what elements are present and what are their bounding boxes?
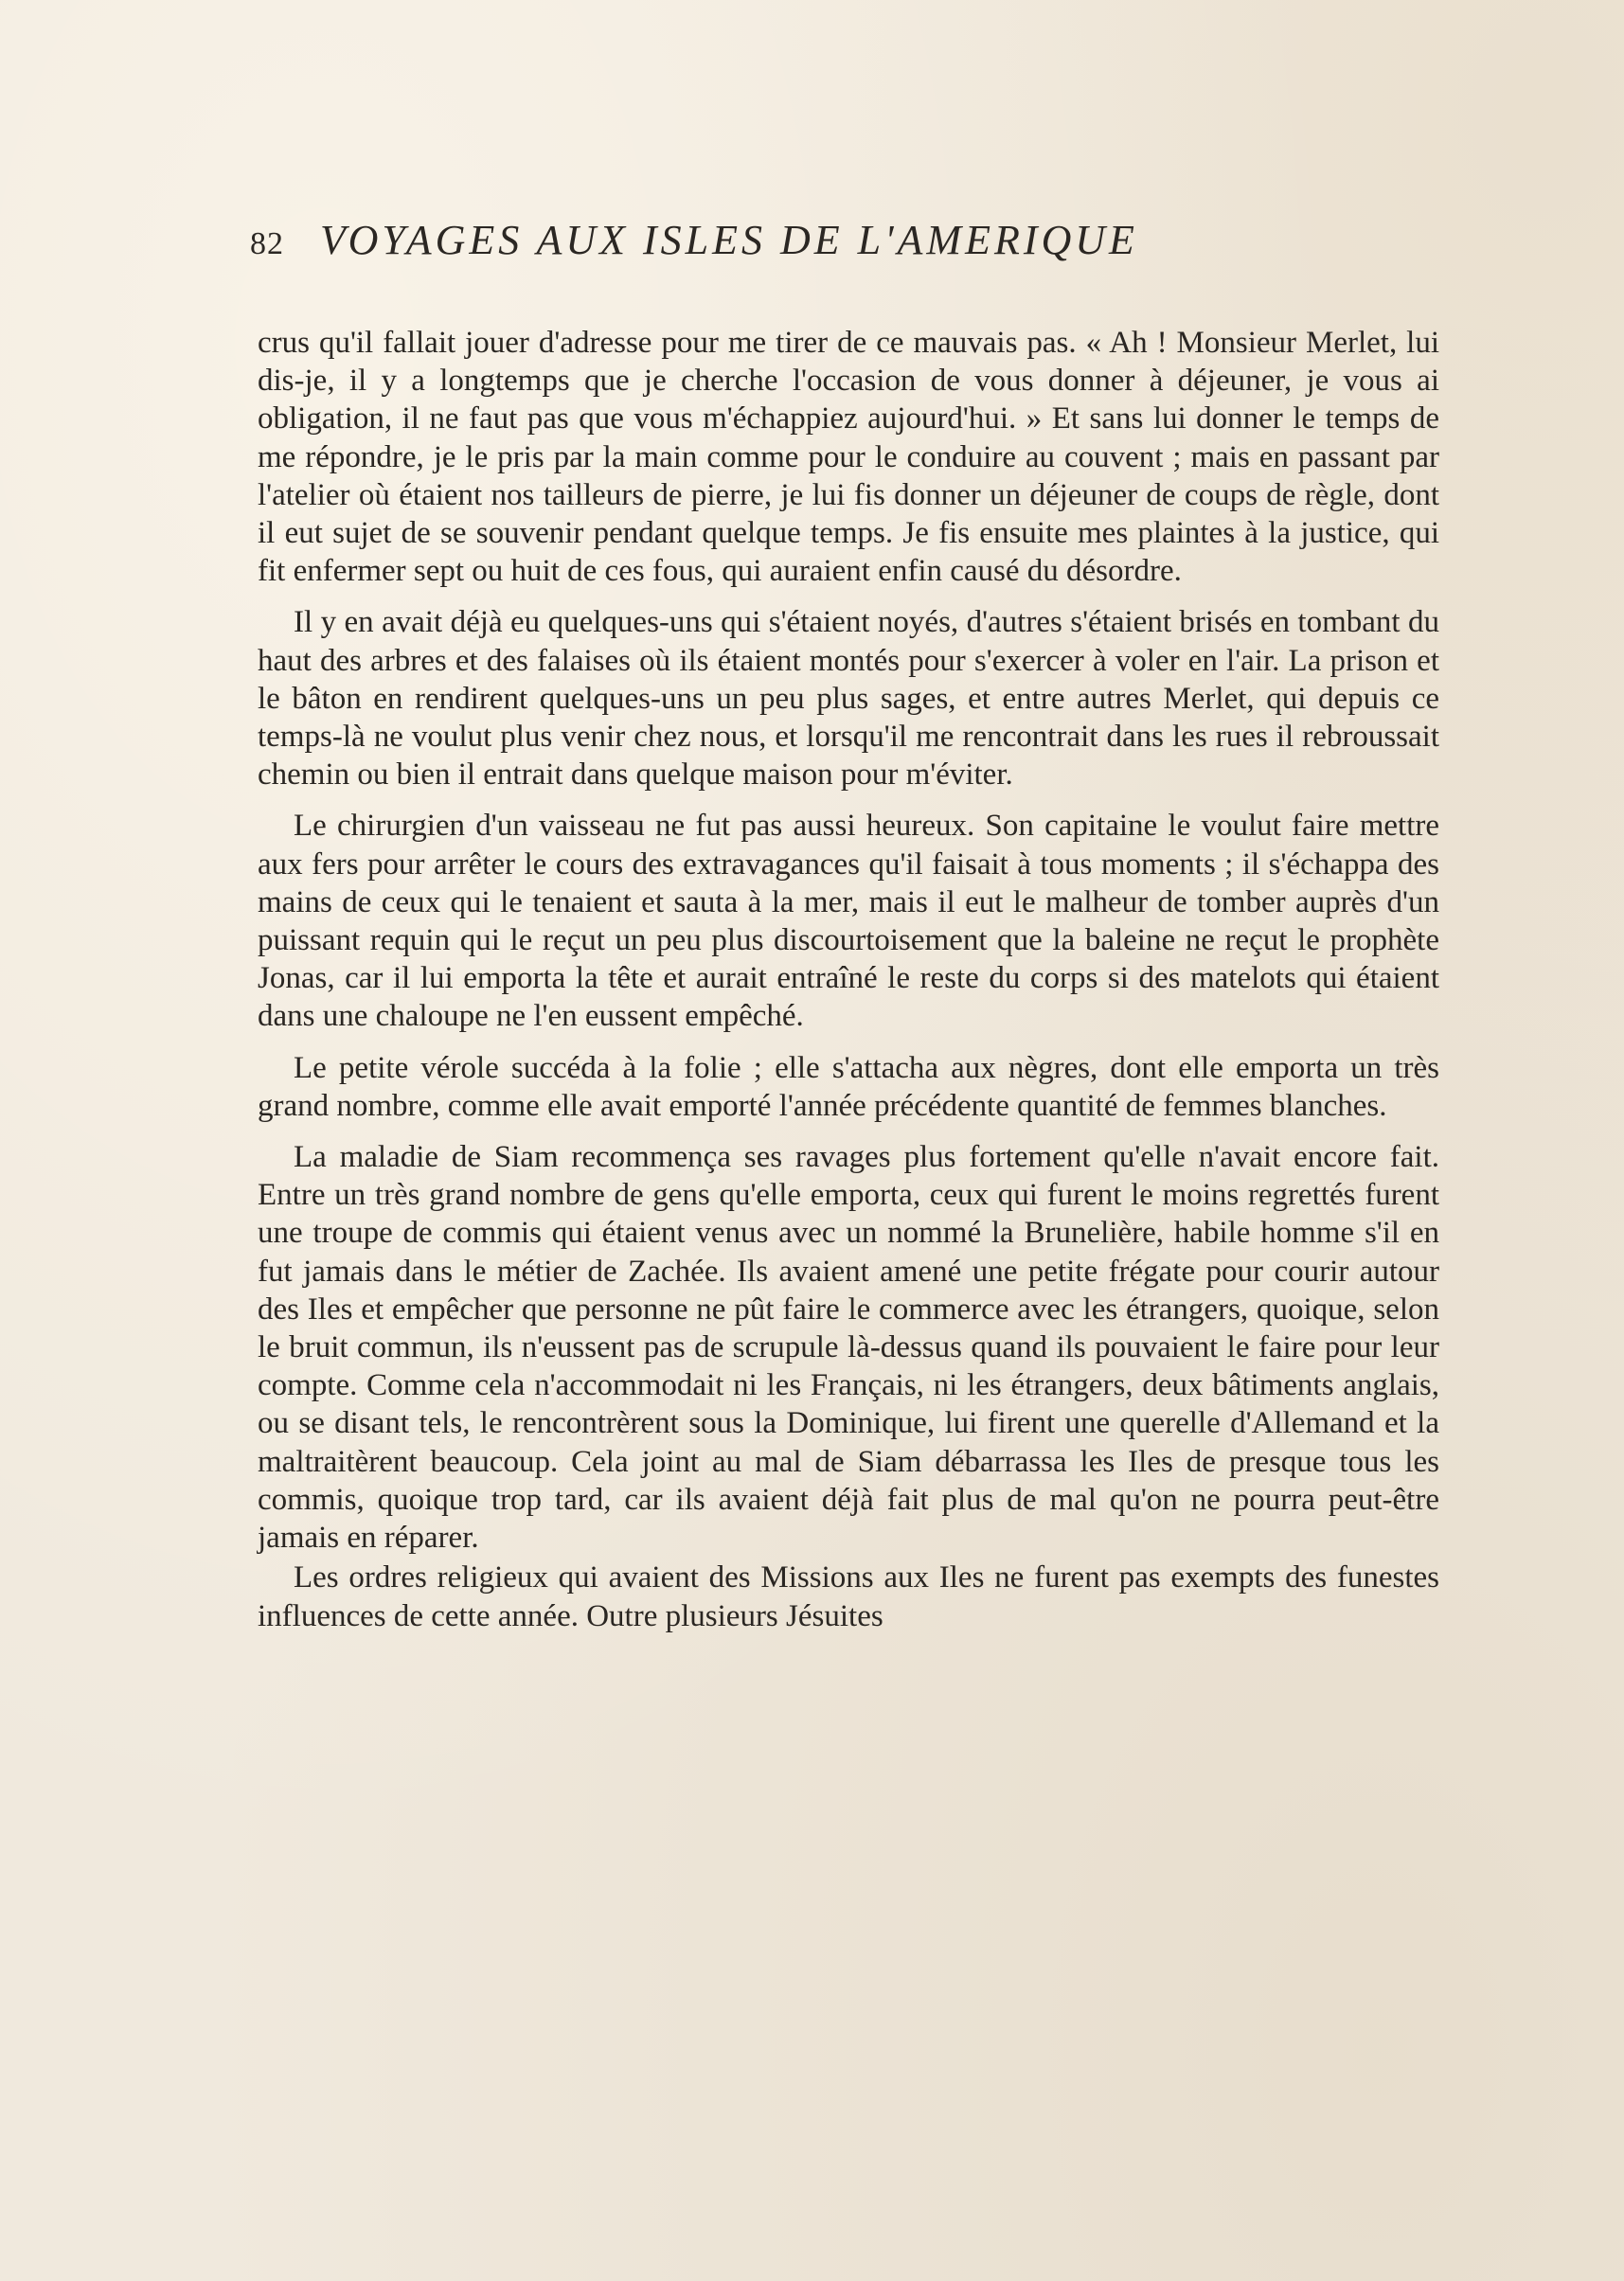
paragraph-2: Il y en avait déjà eu quelques-uns qui s'étaient noyés, d'autres s'étaient brisés en tombant du haut des arbres et des falaises où ils étaient montés pour s'exercer à voler en l'air. La prison et le bâton en rendirent quelques-uns un peu plus sages, et entre autres Merlet, qui depuis ce temps-là ne voulut plus venir chez nous, et lorsqu'il me rencontrait dans les rues il rebroussait chemin ou bien il entrait dans quelque maison pour m'éviter. (258, 605, 1439, 793)
paragraph-1: crus qu'il fallait jouer d'adresse pour me tirer de ce mauvais pas. « Ah ! Monsieur Merlet, lui dis-je, il y a longtemps que je cherche l'occasion de vous donner à déjeuner, je vous ai obligation, il ne faut pas que vous m'échappiez aujourd'hui. » Et sans lui donner le temps de me répondre, je le pris par la main comme pour le conduire au couvent ; mais en passant par l'atelier où étaient nos tailleurs de pierre, je lui fis donner un déjeuner de coups de règle, dont il eut sujet de se souvenir pendant quelque temps. Je fis ensuite mes plaintes à la justice, qui fit enfermer sept ou huit de ces fous, qui auraient enfin causé du désordre. (258, 326, 1439, 589)
running-head (250, 216, 1443, 282)
page-number: 82 (250, 226, 284, 261)
paragraph-6: Les ordres religieux qui avaient des Missions aux Iles ne furent pas exempts des funestes influences de cette année. Outre plusieurs Jésuites (258, 1560, 1439, 1633)
paragraph-3: Le chirurgien d'un vaisseau ne fut pas aussi heureux. Son capitaine le voulut faire mettre aux fers pour arrêter le cours des extravagances qu'il faisait à tous moments ; il s'échappa des mains de ceux qui le tenaient et sauta à la mer, mais il eut le malheur de tomber auprès d'un puissant requin qui le reçut un peu plus discourtoisement que la baleine ne reçut le prophète Jonas, car il lui emporta la tête et aurait entraîné le reste du corps si des matelots qui étaient dans une chaloupe ne l'en eussent empêché. (258, 809, 1439, 1034)
paragraph-4: Le petite vérole succéda à la folie ; elle s'attacha aux nègres, dont elle emporta un très grand nombre, comme elle avait emporté l'année précédente quantité de femmes blanches. (258, 1050, 1439, 1123)
paragraph-5: La maladie de Siam recommença ses ravages plus fortement qu'elle n'avait encore fait. Entre un très grand nombre de gens qu'elle emporta, ceux qui furent le moins regrettés furent une troupe de commis qui étaient venus avec un nommé la Brunelière, habile homme s'il en fut jamais dans le métier de Zachée. Ils avaient amené une petite frégate pour courir autour des Iles et empêcher que personne ne pût faire le commerce avec les étrangers, quoique, selon le bruit commun, ils n'eussent pas de scrupule là-dessus quand ils pouvaient le faire pour leur compte. Comme cela n'accommodait ni les Français, ni les étrangers, deux bâtiments anglais, ou se disant tels, le rencontrèrent sous la Dominique, lui firent une querelle d'Allemand et la maltraitèrent beaucoup. Cela joint au mal de Siam débarrassa les Iles de presque tous les commis, quoique trop tard, car ils avaient déjà fait plus de mal qu'on ne pourra peut-être jamais en réparer. (258, 1140, 1439, 1556)
body-text (258, 324, 1439, 1648)
running-title: VOYAGES AUX ISLES DE L'AMERIQUE (320, 217, 1138, 263)
